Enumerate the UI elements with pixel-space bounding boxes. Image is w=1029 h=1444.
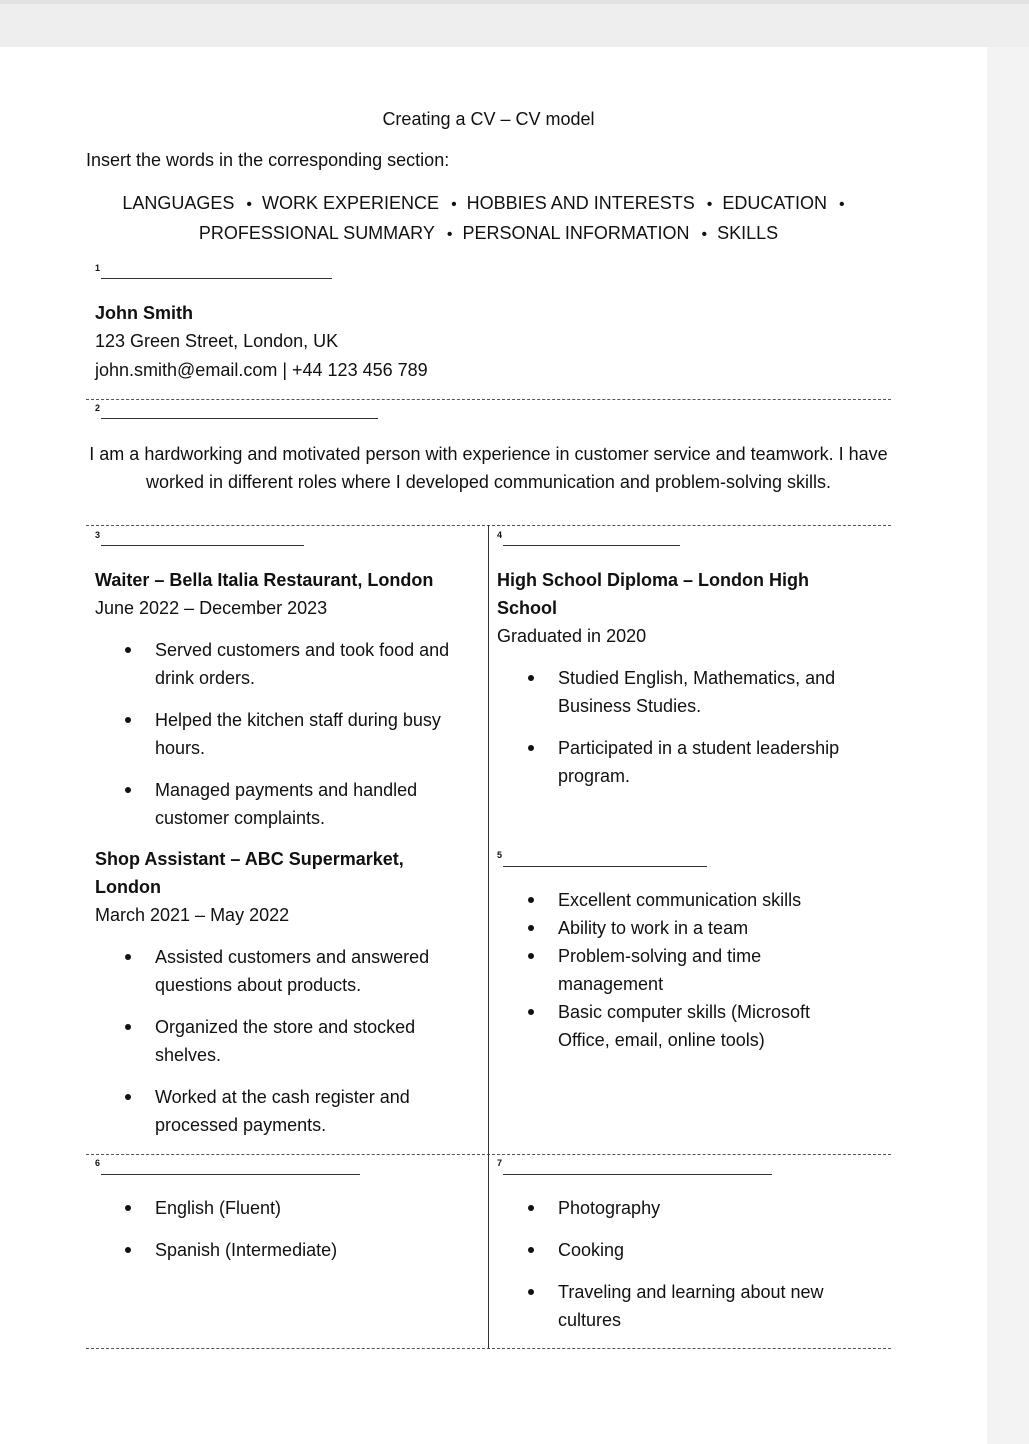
section-number-5: 5 — [497, 850, 503, 860]
job1-title: Waiter – Bella Italia Restaurant, London — [95, 570, 434, 590]
list-item: Worked at the cash register and processed payments. — [155, 1083, 470, 1139]
list-item: Problem-solving and time management — [558, 942, 848, 998]
professional-summary-text: I am a hardworking and motivated person with experience in customer service and teamwork. I have worked in different roles where I developed communication and problem-solving skills. — [89, 444, 888, 492]
section-blank-1[interactable] — [101, 278, 332, 279]
word-skills: SKILLS — [717, 223, 779, 243]
job1-dates: June 2022 – December 2023 — [95, 598, 328, 618]
section-number-4: 4 — [497, 530, 503, 540]
bullet-icon — [528, 953, 534, 959]
section-number-2: 2 — [95, 403, 101, 413]
list-item: English (Fluent) — [155, 1194, 465, 1222]
word-hobbies: HOBBIES AND INTERESTS — [466, 193, 695, 213]
bullet-icon — [125, 717, 131, 723]
section-number-3: 3 — [95, 530, 101, 540]
bullet-icon — [125, 1205, 131, 1211]
section-blank-2[interactable] — [101, 418, 378, 419]
bullet-icon — [125, 1247, 131, 1253]
skills-list — [558, 886, 848, 1054]
bullet-icon — [125, 647, 131, 653]
list-item: Helped the kitchen staff during busy hours. — [155, 706, 480, 762]
bullet-icon — [528, 925, 534, 931]
word-separator: • — [701, 226, 708, 243]
section-blank-6[interactable] — [101, 1174, 360, 1175]
word-languages: LANGUAGES — [122, 193, 235, 213]
section-number-6: 6 — [95, 1158, 101, 1168]
list-item: Traveling and learning about new cultures — [558, 1278, 858, 1334]
list-item: Excellent communication skills — [558, 886, 848, 914]
word-separator: • — [839, 196, 845, 213]
word-separator: • — [451, 196, 457, 213]
word-bank — [86, 189, 891, 249]
document-page — [0, 47, 987, 1444]
education-bullets — [558, 664, 873, 804]
section-blank-7[interactable] — [503, 1174, 772, 1175]
education-title: High School Diploma – London High School — [497, 570, 809, 618]
list-item: Cooking — [558, 1236, 858, 1264]
section-number-7: 7 — [497, 1158, 503, 1168]
job2-title: Shop Assistant – ABC Supermarket, London — [95, 849, 404, 897]
section-divider — [86, 399, 891, 400]
bullet-icon — [528, 1205, 534, 1211]
column-divider — [488, 1154, 489, 1348]
job2-bullets — [155, 943, 470, 1153]
hobbies-list — [558, 1194, 858, 1348]
education-dates: Graduated in 2020 — [497, 626, 647, 646]
list-item: Photography — [558, 1194, 858, 1222]
word-separator: • — [706, 196, 713, 213]
bullet-icon — [528, 675, 534, 681]
word-separator: • — [446, 226, 453, 243]
bullet-icon — [125, 1024, 131, 1030]
list-item: Ability to work in a team — [558, 914, 848, 942]
bullet-icon — [528, 897, 534, 903]
section-blank-3[interactable] — [101, 545, 304, 546]
job2-dates: March 2021 – May 2022 — [95, 905, 290, 925]
person-name: John Smith — [95, 303, 193, 323]
word-separator: • — [246, 196, 253, 213]
list-item: Managed payments and handled customer complaints. — [155, 776, 480, 832]
bullet-icon — [528, 1247, 534, 1253]
word-education: EDUCATION — [722, 193, 828, 213]
bullet-icon — [125, 954, 131, 960]
list-item: Basic computer skills (Microsoft Office, email, online tools) — [558, 998, 848, 1054]
instruction-text: Insert the words in the corresponding section: — [86, 150, 450, 170]
viewer-top-bar — [0, 0, 1029, 4]
list-item: Studied English, Mathematics, and Business Studies. — [558, 664, 873, 720]
bullet-icon — [125, 787, 131, 793]
section-number-1: 1 — [95, 263, 101, 273]
bullet-icon — [125, 1094, 131, 1100]
bullet-icon — [528, 745, 534, 751]
section-blank-5[interactable] — [503, 866, 707, 867]
scrollbar[interactable] — [987, 47, 1029, 1444]
list-item: Organized the store and stocked shelves. — [155, 1013, 470, 1069]
person-contact: john.smith@email.com | +44 123 456 789 — [95, 360, 428, 380]
list-item: Served customers and took food and drink orders. — [155, 636, 480, 692]
bullet-icon — [528, 1289, 534, 1295]
column-divider — [488, 525, 489, 1154]
languages-list — [155, 1194, 465, 1278]
document-title: Creating a CV – CV model — [382, 109, 595, 129]
person-address: 123 Green Street, London, UK — [95, 331, 339, 351]
word-personal-information: PERSONAL INFORMATION — [462, 223, 690, 243]
list-item: Participated in a student leadership program. — [558, 734, 873, 790]
section-divider — [86, 1348, 891, 1349]
word-work-experience: WORK EXPERIENCE — [262, 193, 440, 213]
job1-bullets — [155, 636, 480, 846]
list-item: Assisted customers and answered questions about products. — [155, 943, 470, 999]
word-professional-summary: PROFESSIONAL SUMMARY — [198, 223, 435, 243]
section-blank-4[interactable] — [503, 545, 680, 546]
list-item: Spanish (Intermediate) — [155, 1236, 465, 1264]
bullet-icon — [528, 1009, 534, 1015]
